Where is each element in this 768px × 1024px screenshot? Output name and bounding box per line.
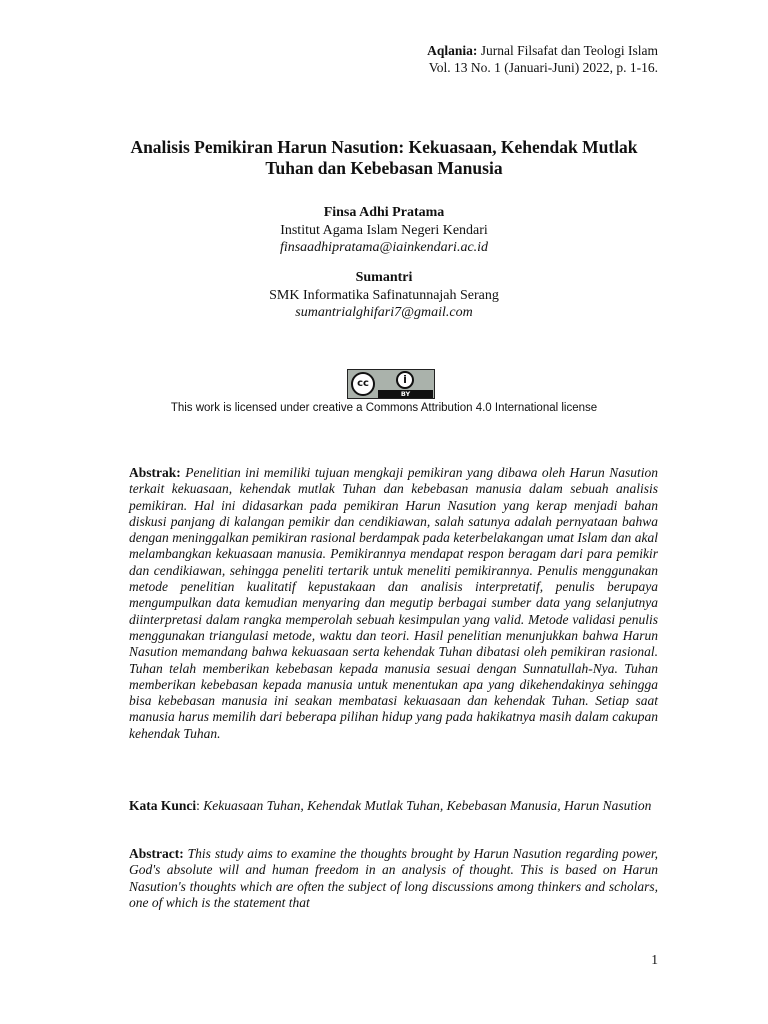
keywords-paragraph: [129, 798, 658, 814]
by-label: BY: [378, 390, 433, 398]
article-title: [100, 137, 668, 179]
abstrak-label: Abstrak:: [129, 465, 181, 480]
cc-logo-icon: cc: [351, 372, 375, 396]
author-affiliation: Institut Agama Islam Negeri Kendari: [280, 222, 488, 238]
abstrak-text: Penelitian ini memiliki tujuan mengkaji pemikiran yang dibawa oleh Harun Nasution terkait kekuasaan, kehendak mutlak Tuhan dan kebebasan manusia dalam sebuah analisis pemikiran. Hal ini didasarkan pada pemikiran Harun Nasution yang kerap menjadi bahan diskusi panjang di kalangan pemikir dan cendikiawan, salah satunya adalah pernyataan bahwa dengan meninggalkan pemikiran rasional berdampak pada keterbelakangan umat Islam dan akal melambangkan kekuasaan manusia. Pemikirannya mendapat respon beragam dari para pemikir dan cendikiawan, sehingga peneliti tertarik untuk meneliti pemikirannya. Penulis menggunakan metode penelitian kualitatif kepustakaan dan analisis interpretatif, penulis berupaya mengumpulkan data kemudian menyaring dan megutip berbagai sumber data yang selanjutnya diinterpretasi dalam rangka memperolah sebuah kesimpulan yang valid. Metode validasi penulis menggunakan triangulasi metode, waktu dan teori. Hasil penelitian menunjukkan bahwa Harun Nasution memandang bahwa kekuasaan serta kehendak Tuhan dibatasi oleh pemikiran rasional. Tuhan telah memberikan kebebasan kepada manusia sesuai dengan Sunnatullah-Nya. Tuhan memberikan kebebasan kepada manusia untuk menentukan apa yang dikehendakinya sehingga bisa kebebasan manusia ini seakan membatasi kekuasaan dan kehendak Tuhan. Setiap saat manusia harus memilih dari beberapa pilihan hidup yang pada hakikatnya masih dalam cakupan kehendak Tuhan.: [129, 465, 659, 741]
journal-header: [427, 42, 658, 76]
page-number: 1: [651, 952, 658, 967]
journal-title-line: [427, 42, 658, 59]
license-text: This work is licensed under creative a Commons Attribution 4.0 International license: [170, 402, 598, 414]
author-name: Sumantri: [355, 270, 413, 285]
abstrak-paragraph: [129, 465, 658, 742]
article-title-line-2: Tuhan dan Kebebasan Manusia: [265, 158, 503, 178]
keywords-colon: :: [196, 798, 200, 813]
author-email[interactable]: finsaadhipratama@iainkendari.ac.id: [279, 240, 489, 255]
author-block-1: [100, 204, 668, 257]
cc-by-license-badge[interactable]: [347, 369, 435, 399]
abstract-label: Abstract:: [129, 846, 184, 861]
keywords-text: Kekuasaan Tuhan, Kehendak Mutlak Tuhan, Kebebasan Manusia, Harun Nasution: [199, 798, 652, 813]
journal-name: Aqlania:: [427, 43, 478, 58]
abstract-paragraph: [129, 846, 658, 911]
author-affiliation: SMK Informatika Safinatunnajah Serang: [269, 287, 499, 303]
author-block-2: [100, 269, 668, 322]
journal-volume: Vol. 13 No. 1 (Januari-Juni) 2022, p. 1-16.: [428, 60, 658, 75]
author-name: Finsa Adhi Pratama: [323, 205, 445, 220]
attribution-person-icon: i: [396, 371, 414, 389]
article-title-line-1: Analisis Pemikiran Harun Nasution: Kekuasaan, Kehendak Mutlak: [130, 137, 638, 157]
author-email[interactable]: sumantrialghifari7@gmail.com: [295, 305, 473, 320]
keywords-label: Kata Kunci: [129, 798, 197, 813]
journal-subtitle: Jurnal Filsafat dan Teologi Islam: [477, 43, 658, 58]
abstract-text: This study aims to examine the thoughts brought by Harun Nasution regarding power, God's absolute will and human freedom in an analysis of thought. This is based on Harun Nasution's thoughts which are often the subject of long discussions among thinkers and scholars, one of which is the statement that: [129, 846, 659, 910]
